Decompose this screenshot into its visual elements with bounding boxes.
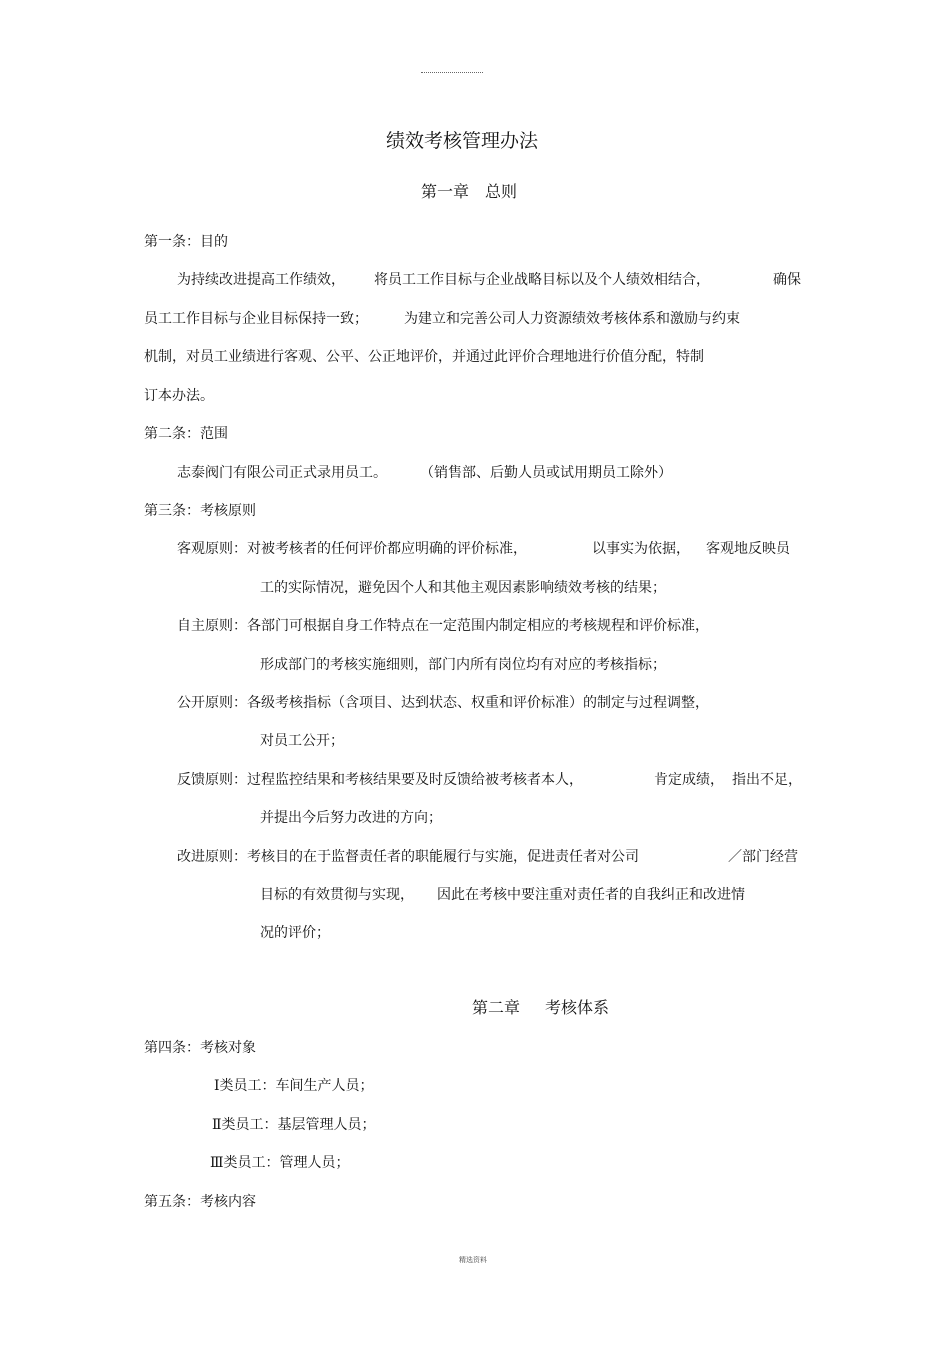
chapter-1-label: 第一章 [421, 182, 470, 201]
principle-improvement: 况的评价； [260, 925, 330, 941]
header-rule [421, 72, 483, 73]
article-2-text: 志泰阀门有限公司正式录用员工。 [177, 465, 387, 481]
principle-objective: 工的实际情况，避免因个人和其他主观因素影响绩效考核的结果； [260, 580, 666, 596]
document-title: 绩效考核管理办法 [386, 130, 539, 152]
principle-objective: 客观地反映员 [706, 541, 790, 557]
principle-improvement: ／部门经营 [728, 849, 798, 865]
chapter-1-heading [421, 181, 517, 203]
article-4-heading: 第四条：考核对象 [144, 1040, 256, 1056]
article-1-text: 将员工工作目标与企业战略目标以及个人绩效相结合， [374, 272, 710, 288]
principle-improvement: 因此在考核中要注重对责任者的自我纠正和改进情 [437, 887, 745, 903]
principle-feedback: 反馈原则：过程监控结果和考核结果要及时反馈给被考核者本人， [177, 772, 583, 788]
principle-objective: 客观原则：对被考核者的任何评价都应明确的评价标准， [177, 541, 527, 557]
principle-autonomy: 自主原则：各部门可根据自身工作特点在一定范围内制定相应的考核规程和评价标准， [177, 618, 709, 634]
principle-feedback: 肯定成绩， [654, 772, 724, 788]
page-footer: 精选资料 [459, 1256, 487, 1264]
principle-openness: 对员工公开； [260, 733, 344, 749]
article-1-heading: 第一条：目的 [144, 234, 228, 250]
article-1-text: 为建立和完善公司人力资源绩效考核体系和激励与约束 [404, 311, 740, 327]
principle-autonomy: 形成部门的考核实施细则，部门内所有岗位均有对应的考核指标； [260, 657, 666, 673]
article-5-heading: 第五条：考核内容 [144, 1194, 256, 1210]
article-1-text: 确保 [773, 272, 801, 288]
principle-feedback: 并提出今后努力改进的方向； [260, 810, 442, 826]
article-1-text: 订本办法。 [144, 388, 214, 404]
article-1-text: 为持续改进提高工作绩效， [177, 272, 345, 288]
article-2-heading: 第二条：范围 [144, 426, 228, 442]
list-item: Ⅱ类员工：基层管理人员； [212, 1117, 376, 1133]
list-item: Ⅰ类员工：车间生产人员； [214, 1078, 374, 1094]
article-2-text: （销售部、后勤人员或试用期员工除外） [420, 465, 672, 481]
article-3-heading: 第三条：考核原则 [144, 503, 256, 519]
chapter-2-heading [472, 997, 609, 1019]
principle-feedback: 指出不足， [732, 772, 802, 788]
list-item: Ⅲ类员工：管理人员； [210, 1155, 350, 1171]
chapter-2-label: 第二章 [472, 998, 521, 1017]
article-1-text: 员工工作目标与企业目标保持一致； [144, 311, 368, 327]
article-1-text: 机制，对员工业绩进行客观、公平、公正地评价，并通过此评价合理地进行价值分配，特制 [144, 349, 704, 365]
principle-improvement: 目标的有效贯彻与实现， [260, 887, 414, 903]
principle-improvement: 改进原则：考核目的在于监督责任者的职能履行与实施，促进责任者对公司 [177, 849, 639, 865]
principle-openness: 公开原则：各级考核指标（含项目、达到状态、权重和评价标准）的制定与过程调整， [177, 695, 709, 711]
principle-objective: 以事实为依据， [592, 541, 690, 557]
chapter-2-name: 考核体系 [545, 998, 610, 1017]
chapter-1-name: 总则 [485, 182, 518, 201]
